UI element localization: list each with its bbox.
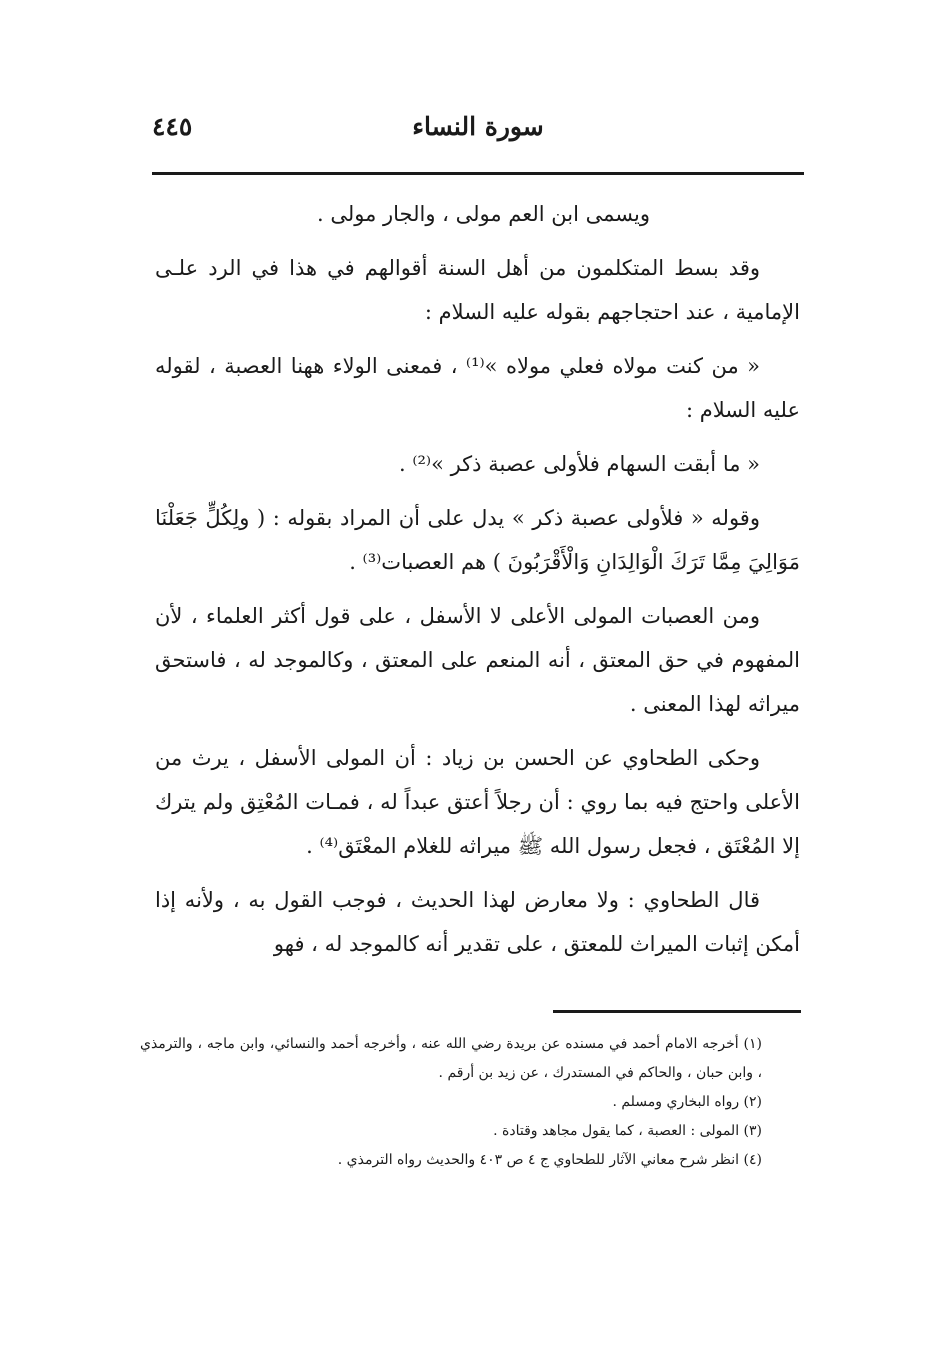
footnote: (١) أخرجه الامام أحمد في مسنده عن بريدة رضي الله عنه ، وأخرجه أحمد والنسائي، وابن ماجه ، والترمذي ، وابن حبان ، والحاكم في المستدرك ، عن زيد بن أرقم .: [140, 1036, 762, 1081]
paragraph: وقوله « فلأولى عصبة ذكر » يدل على أن المراد بقوله : ( ولِكُلٍّ جَعَلْنَا مَوَالِيَ مِمَّا تَرَكَ الْوَالِدَانِ وَالْأَقْرَبُونَ ) هم العصبات⁽³⁾ .: [155, 506, 800, 574]
main-text: [155, 192, 800, 976]
footnote: (٣) المولى : العصبة ، كما يقول مجاهد وقتادة .: [493, 1123, 762, 1139]
paragraph: وقد بسط المتكلمون من أهل السنة أقوالهم في هذا في الرد علـى الإمامية ، عند احتجاجهم بقوله عليه السلام :: [155, 256, 800, 324]
footnote: (٢) رواه البخاري ومسلم .: [612, 1094, 762, 1110]
footnote: (٤) انظر شرح معاني الآثار للطحاوي ج ٤ ص ٤٠٣ والحديث رواه الترمذي .: [337, 1152, 762, 1168]
paragraph: ومن العصبات المولى الأعلى لا الأسفل ، على قول أكثر العلماء ، لأن المفهوم في حق المعتق ، أنه المنعم على المعتق ، وكالموجد له ، فاستحق ميراثه لهذا المعنى .: [155, 604, 800, 716]
page-number: ٤٤٥: [152, 112, 193, 141]
paragraph: ويسمى ابن العم مولى ، والجار مولى .: [316, 202, 650, 226]
page-header: [152, 112, 804, 152]
paragraph: « ما أبقت السهام فلأولى عصبة ذكر »⁽²⁾ .: [398, 452, 760, 476]
paragraph: « من كنت مولاه فعلي مولاه »⁽¹⁾ ، فمعنى الولاء ههنا العصبة ، لقوله عليه السلام :: [155, 354, 800, 422]
page-title: سورة النساء: [412, 112, 544, 141]
footnotes: [140, 1030, 802, 1175]
paragraph: وحكى الطحاوي عن الحسن بن زياد : أن المولى الأسفل ، يرث من الأعلى واحتج فيه بما روي : أن رجلاً أعتق عبداً له ، فمـات المُعْتِق ولم يترك إلا المُعْتَق ، فجعل رسول الله ﷺ ميراثه للغلام المعْتَق⁽⁴⁾ .: [155, 746, 800, 858]
paragraph: قال الطحاوي : ولا معارض لهذا الحديث ، فوجب القول به ، ولأنه إذا أمكن إثبات الميراث للمعتق ، على تقدير أنه كالموجد له ، فهو: [155, 888, 800, 956]
footnote-divider: [553, 1010, 801, 1013]
header-divider: [152, 172, 804, 175]
